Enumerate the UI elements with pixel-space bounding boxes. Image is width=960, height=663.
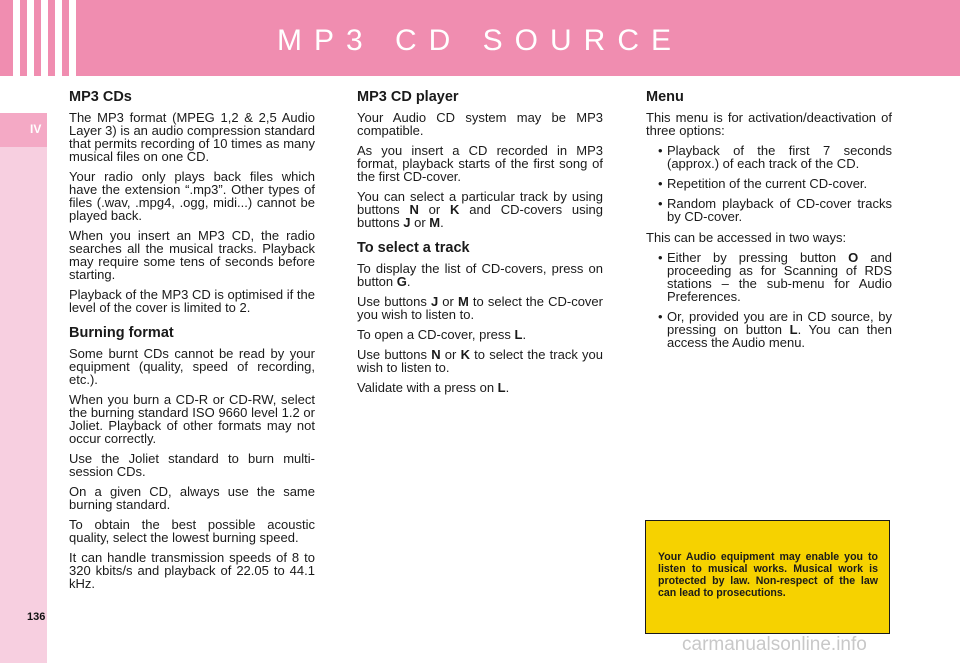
paragraph: It can handle transmission speeds of 8 to 320 kbits/s and playback of 22.05 to 44.1 kHz. (69, 550, 315, 591)
paragraph: Use buttons J or M to select the CD-cover you wish to listen to. (357, 294, 603, 322)
paragraph: Your radio only plays back files which have the extension “.mp3”. Other types of files (.wav, .mpg4, .ogg, midi...) cannot be played back. (69, 169, 315, 223)
options-list (646, 144, 892, 223)
paragraph: When you burn a CD-R or CD-RW, select the burning standard ISO 9660 level 1.2 or Joliet. Playback of other formats may not occur correctly. (69, 392, 315, 446)
list-item: • Repetition of the current CD-cover. (658, 176, 868, 191)
button-key: K (450, 202, 460, 217)
paragraph: Use buttons N or K to select the track you wish to listen to. (357, 347, 603, 375)
list-item: • Random playback of CD-cover tracks by CD-cover. (658, 196, 892, 224)
paragraph: To obtain the best possible acoustic quality, select the lowest burning speed. (69, 517, 315, 545)
paragraph: This menu is for activation/deactivation of three options: (646, 110, 892, 138)
list-item: • Playback of the first 7 seconds (approx.) of each track of the CD. (658, 143, 892, 171)
button-key: K (460, 347, 470, 362)
button-key: L (497, 380, 506, 395)
page-title: MP3 CD SOURCE (276, 24, 684, 57)
button-key: J (430, 294, 439, 309)
button-key: M (457, 294, 469, 309)
header-band (0, 0, 960, 76)
watermark: carmanualsonline.info (682, 634, 867, 655)
button-key: N (431, 347, 441, 362)
paragraph: You can select a particular track by using buttons N or K and CD-covers using buttons J or M. (357, 189, 603, 230)
paragraph: To open a CD-cover, press L. (357, 327, 527, 342)
bullet-icon: • (658, 143, 663, 158)
heading-mp3-cds: MP3 CDs (69, 89, 132, 105)
bullet-icon: • (658, 250, 663, 265)
ways-list (646, 251, 892, 349)
paragraph: As you insert a CD recorded in MP3 format, playback starts of the first song of the first CD-cover. (357, 143, 603, 184)
button-key: M (429, 215, 441, 230)
button-key: O (848, 250, 859, 265)
column-mp3-cds (69, 88, 315, 597)
column-mp3-cd-player (357, 88, 603, 401)
paragraph: On a given CD, always use the same burning standard. (69, 484, 315, 512)
heading-burning-format: Burning format (69, 325, 174, 341)
chapter-label: IV (30, 122, 42, 136)
paragraph: When you insert an MP3 CD, the radio searches all the musical tracks. Playback may require some tens of seconds before starting. (69, 228, 315, 282)
button-key: J (403, 215, 411, 230)
bullet-icon: • (658, 196, 663, 211)
paragraph: This can be accessed in two ways: (646, 230, 847, 245)
paragraph: Playback of the MP3 CD is optimised if the level of the cover is limited to 2. (69, 287, 315, 315)
paragraph: Validate with a press on L. (357, 380, 510, 395)
heading-menu: Menu (646, 89, 684, 105)
list-item: • Either by pressing button O and proceeding as for Scanning of RDS stations – the sub-menu for Audio Preferences. (658, 250, 892, 304)
paragraph: Use the Joliet standard to burn multi-session CDs. (69, 451, 315, 479)
legal-notice-box (645, 520, 890, 634)
button-key: L (514, 327, 523, 342)
paragraph: Your Audio CD system may be MP3 compatible. (357, 110, 603, 138)
column-menu (646, 88, 892, 357)
legal-notice-text: Your Audio equipment may enable you to listen to musical works. Musical work is protected by law. Non-respect of the law can lead to prosecutions. (658, 551, 878, 599)
heading-select-track: To select a track (357, 240, 470, 256)
list-item: • Or, provided you are in CD source, by pressing on button L. You can then access the Audio menu. (658, 309, 892, 350)
button-key: L (789, 322, 798, 337)
button-key: G (396, 274, 407, 289)
paragraph: The MP3 format (MPEG 1,2 & 2,5 Audio Layer 3) is an audio compression standard that permits recording of 10 times as many musical files on one CD. (69, 110, 315, 164)
chapter-strip (0, 147, 47, 663)
paragraph: Some burnt CDs cannot be read by your equipment (quality, speed of recording, etc.). (69, 346, 315, 387)
heading-mp3-cd-player: MP3 CD player (357, 89, 459, 105)
paragraph: To display the list of CD-covers, press on button G. (357, 261, 603, 289)
page-number: 136 (27, 611, 46, 623)
bullet-icon: • (658, 176, 663, 191)
bullet-icon: • (658, 309, 663, 324)
chapter-tab (0, 113, 47, 147)
button-key: N (409, 202, 419, 217)
